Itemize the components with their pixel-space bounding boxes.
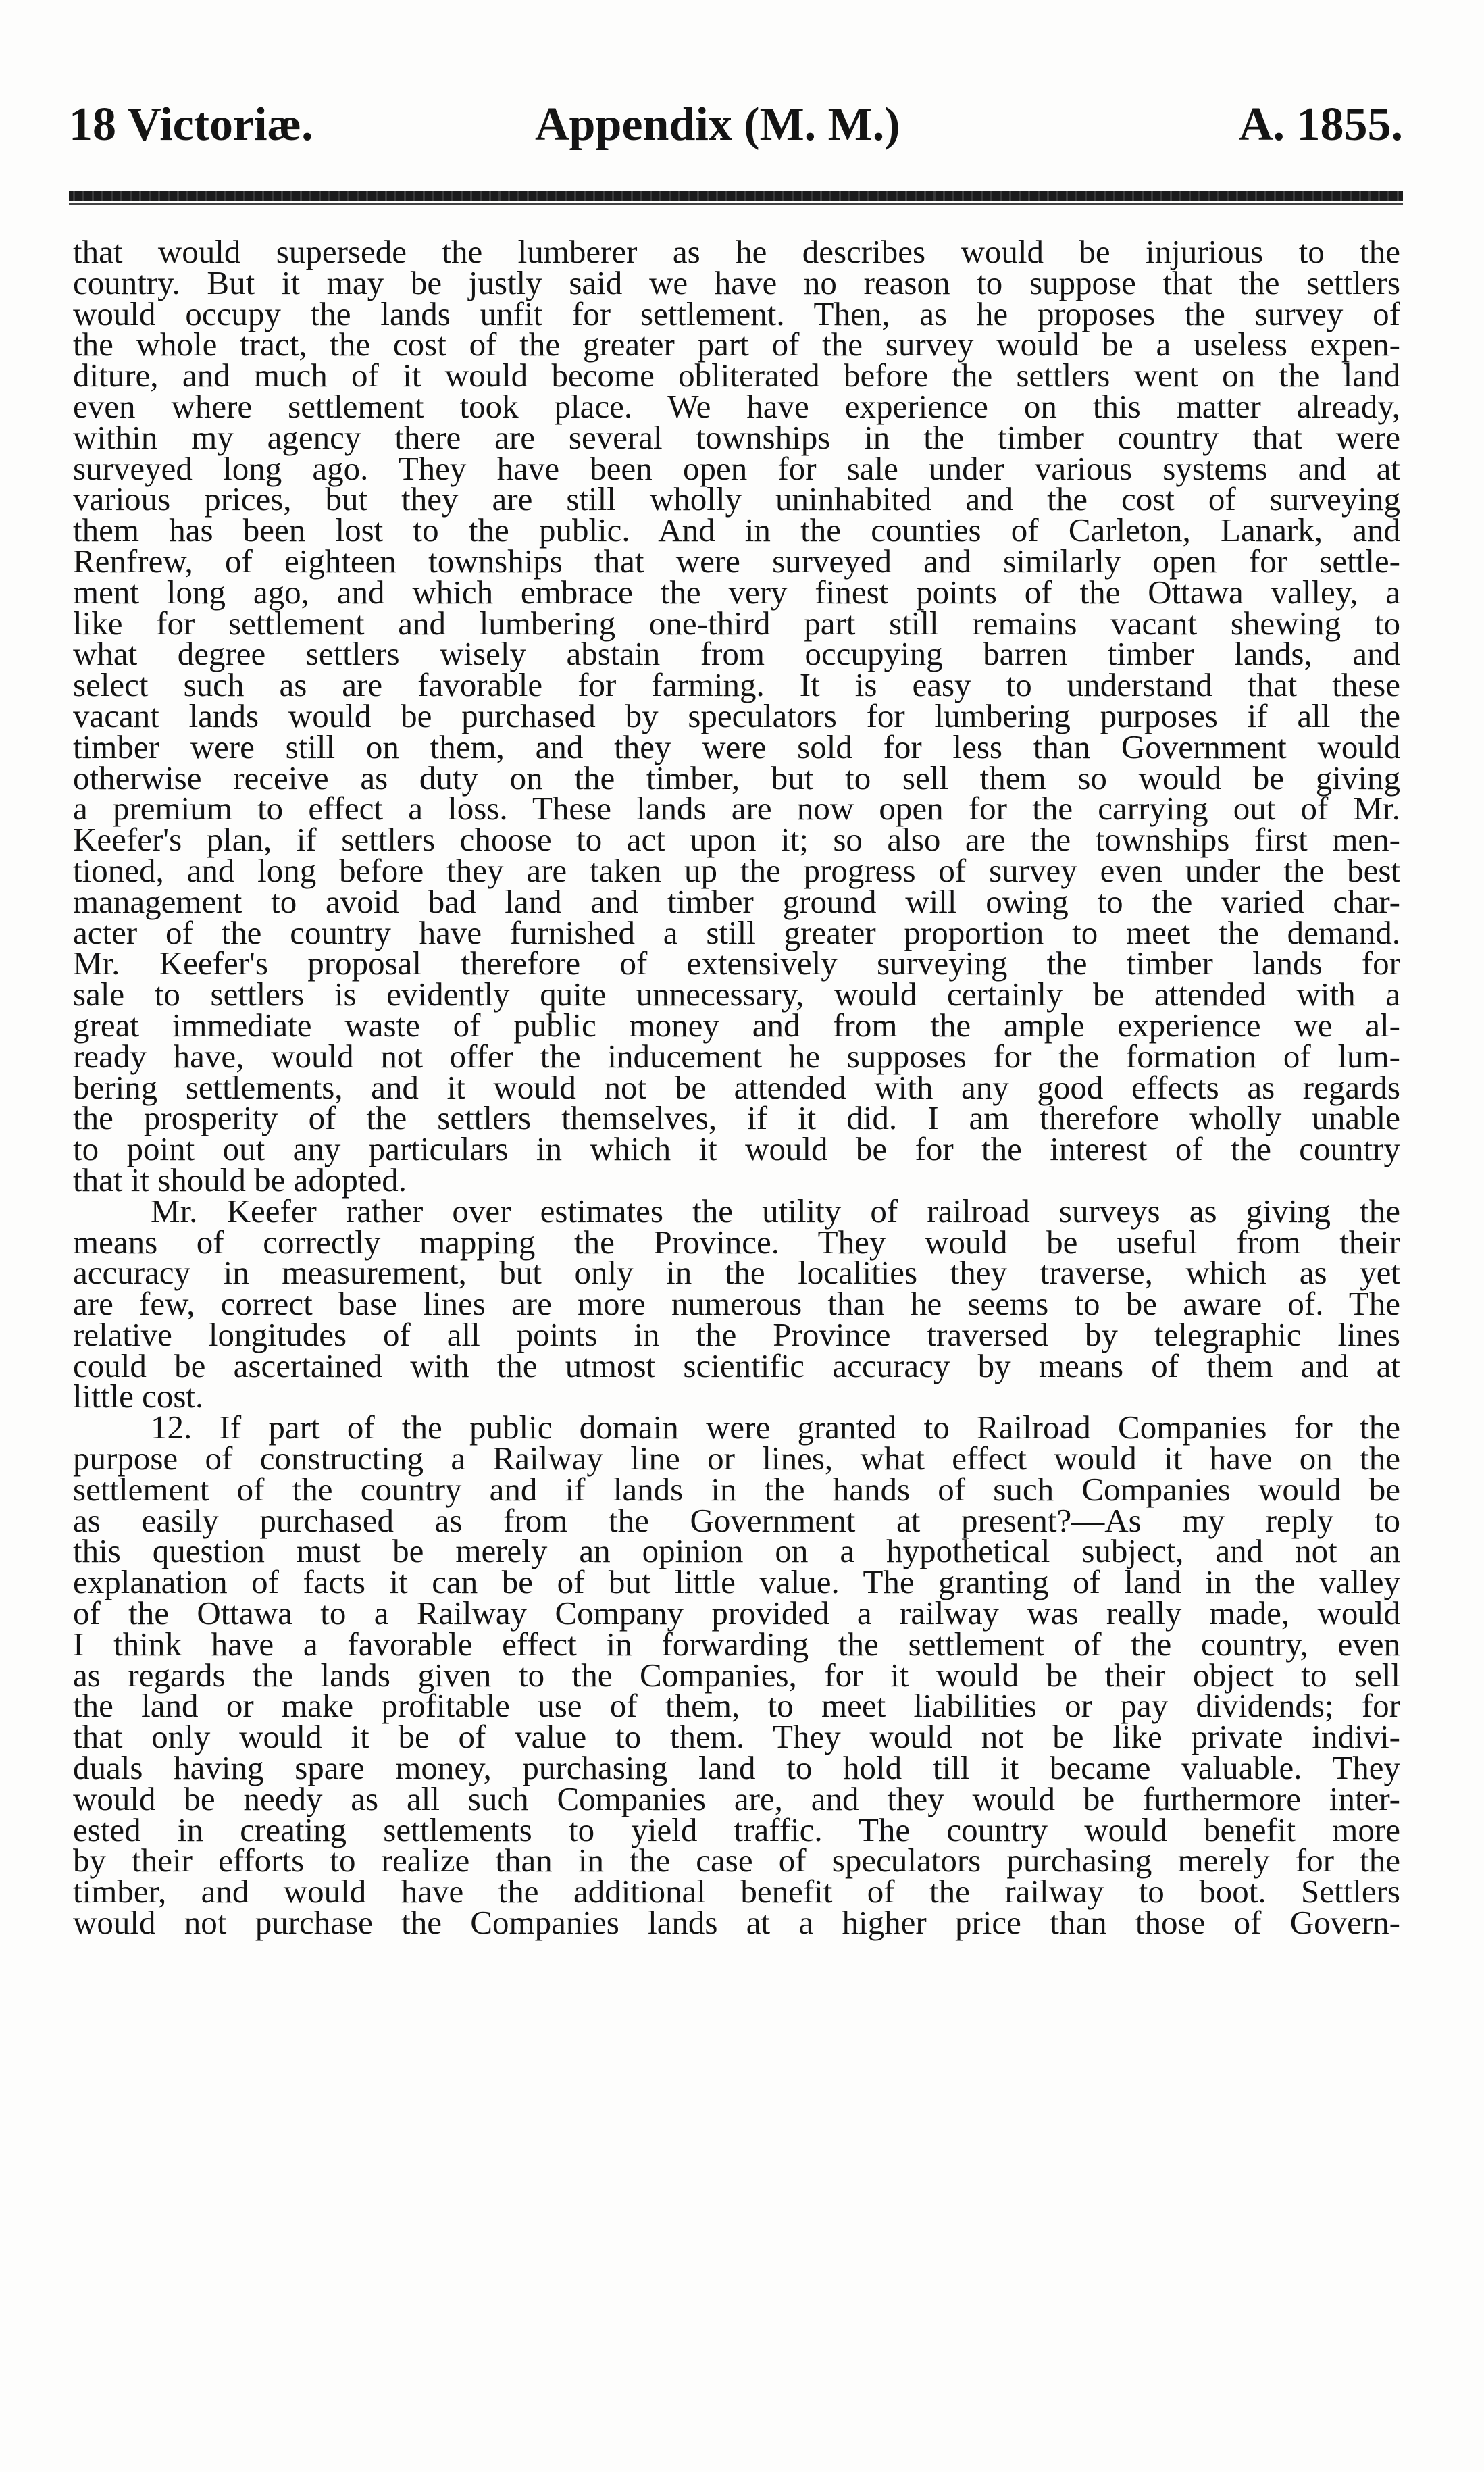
text-line: duals having spare money, purchasing land to hold till it became valuable. They <box>73 1749 1400 1787</box>
text-line: as easily purchased as from the Government at present?—As my reply to <box>73 1501 1400 1539</box>
text-line: relative longitudes of all points in the Province traversed by telegraphic lines <box>73 1315 1400 1353</box>
text-line: surveyed long ago. They have been open for sale under various systems and at <box>73 449 1400 487</box>
text-line: vacant lands would be purchased by speculators for lumbering purposes if all the <box>73 697 1400 734</box>
text-line: little cost. <box>73 1378 204 1415</box>
text-line: as regards the lands given to the Companies, for it would be their object to sell <box>73 1656 1400 1694</box>
text-line: I think have a favorable effect in forwarding the settlement of the country, even <box>73 1625 1400 1663</box>
text-line: diture, and much of it would become obliterated before the settlers went on the land <box>73 357 1400 395</box>
text-line: would not purchase the Companies lands at a higher price than those of Govern- <box>73 1904 1400 1942</box>
text-line: great immediate waste of public money and from the ample experience we al- <box>73 1006 1400 1044</box>
header-session: 18 Victoriæ. <box>69 99 313 151</box>
text-line: could be ascertained with the utmost scientific accuracy by means of them and at <box>73 1346 1400 1384</box>
text-line: select such as are favorable for farming. It is easy to understand that these <box>73 666 1400 704</box>
text-line: even where settlement took place. We have experience on this matter already, <box>73 387 1400 425</box>
text-line: Keefer's plan, if settlers choose to act upon it; so also are the townships first men- <box>73 821 1400 859</box>
text-line: ready have, would not offer the inducement he supposes for the formation of lum- <box>73 1037 1400 1075</box>
text-line: would be needy as all such Companies are, and they would be furthermore inter- <box>73 1780 1400 1817</box>
text-line: timber were still on them, and they were sold for less than Government would <box>73 728 1400 765</box>
paragraph <box>73 233 1400 1199</box>
text-line: by their efforts to realize than in the case of speculators purchasing merely for the <box>73 1842 1400 1880</box>
text-line: a premium to effect a loss. These lands are now open for the carrying out of Mr. <box>73 790 1400 828</box>
text-line: Renfrew, of eighteen townships that were surveyed and similarly open for settle- <box>73 542 1400 580</box>
paragraph <box>73 1192 1400 1415</box>
text-line: what degree settlers wisely abstain from occupying barren timber lands, and <box>73 635 1400 673</box>
text-line: that only would it be of value to them. They would not be like private indivi- <box>73 1718 1400 1756</box>
header-rule <box>69 191 1403 201</box>
text-line: explanation of facts it can be of but little value. The granting of land in the valley <box>73 1563 1400 1601</box>
page-header <box>69 95 1403 155</box>
text-line: settlement of the country and if lands in the hands of such Companies would be <box>73 1470 1400 1508</box>
text-line: the whole tract, the cost of the greater part of the survey would be a useless expen- <box>73 326 1400 363</box>
text-line: ment long ago, and which embrace the very finest points of the Ottawa valley, a <box>73 573 1400 611</box>
text-line: would occupy the lands unfit for settlement. Then, as he proposes the survey of <box>73 295 1400 332</box>
text-line: within my agency there are several townships in the timber country that were <box>73 418 1400 456</box>
text-line: them has been lost to the public. And in the counties of Carleton, Lanark, and <box>73 511 1400 549</box>
header-rule-thin <box>69 203 1403 205</box>
header-appendix-title: Appendix (M. M.) <box>535 99 900 151</box>
text-line: ested in creating settlements to yield traffic. The country would benefit more <box>73 1811 1400 1848</box>
text-line: bering settlements, and it would not be attended with any good effects as regards <box>73 1068 1400 1106</box>
text-line: to point out any particulars in which it would be for the interest of the country <box>73 1130 1400 1168</box>
text-line: that would supersede the lumberer as he describes would be injurious to the <box>73 233 1400 270</box>
text-line: the land or make profitable use of them, to meet liabilities or pay dividends; for <box>73 1687 1400 1725</box>
text-line: of the Ottawa to a Railway Company provided a railway was really made, would <box>73 1594 1400 1632</box>
text-line: 12. If part of the public domain were granted to Railroad Companies for the <box>151 1409 1400 1446</box>
text-line: timber, and would have the additional benefit of the railway to boot. Settlers <box>73 1873 1400 1911</box>
text-line: management to avoid bad land and timber ground will owing to the varied char- <box>73 882 1400 920</box>
text-line: Mr. Keefer rather over estimates the utility of railroad surveys as giving the <box>151 1192 1400 1230</box>
text-line: the prosperity of the settlers themselves, if it did. I am therefore wholly unable <box>73 1099 1400 1137</box>
text-line: means of correctly mapping the Province. They would be useful from their <box>73 1223 1400 1261</box>
text-line: accuracy in measurement, but only in the localities they traverse, which as yet <box>73 1254 1400 1292</box>
text-line: this question must be merely an opinion on a hypothetical subject, and not an <box>73 1532 1400 1570</box>
text-line: country. But it may be justly said we have no reason to suppose that the settlers <box>73 263 1400 301</box>
text-line: are few, correct base lines are more numerous than he seems to be aware of. The <box>73 1285 1400 1323</box>
text-line: Mr. Keefer's proposal therefore of extensively surveying the timber lands for <box>73 944 1400 982</box>
text-line: like for settlement and lumbering one-third part still remains vacant shewing to <box>73 604 1400 642</box>
text-line: various prices, but they are still wholly uninhabited and the cost of surveying <box>73 480 1400 518</box>
text-line: sale to settlers is evidently quite unnecessary, would certainly be attended with a <box>73 976 1400 1013</box>
text-line: purpose of constructing a Railway line or lines, what effect would it have on the <box>73 1440 1400 1478</box>
paragraph <box>73 1409 1400 1942</box>
body-text <box>73 233 1400 1942</box>
text-line: that it should be adopted. <box>73 1161 407 1199</box>
text-line: otherwise receive as duty on the timber, but to sell them so would be giving <box>73 759 1400 797</box>
text-line: acter of the country have furnished a still greater proportion to meet the demand. <box>73 913 1400 951</box>
text-line: tioned, and long before they are taken up the progress of survey even under the best <box>73 851 1400 889</box>
header-year: A. 1855. <box>1238 99 1403 151</box>
